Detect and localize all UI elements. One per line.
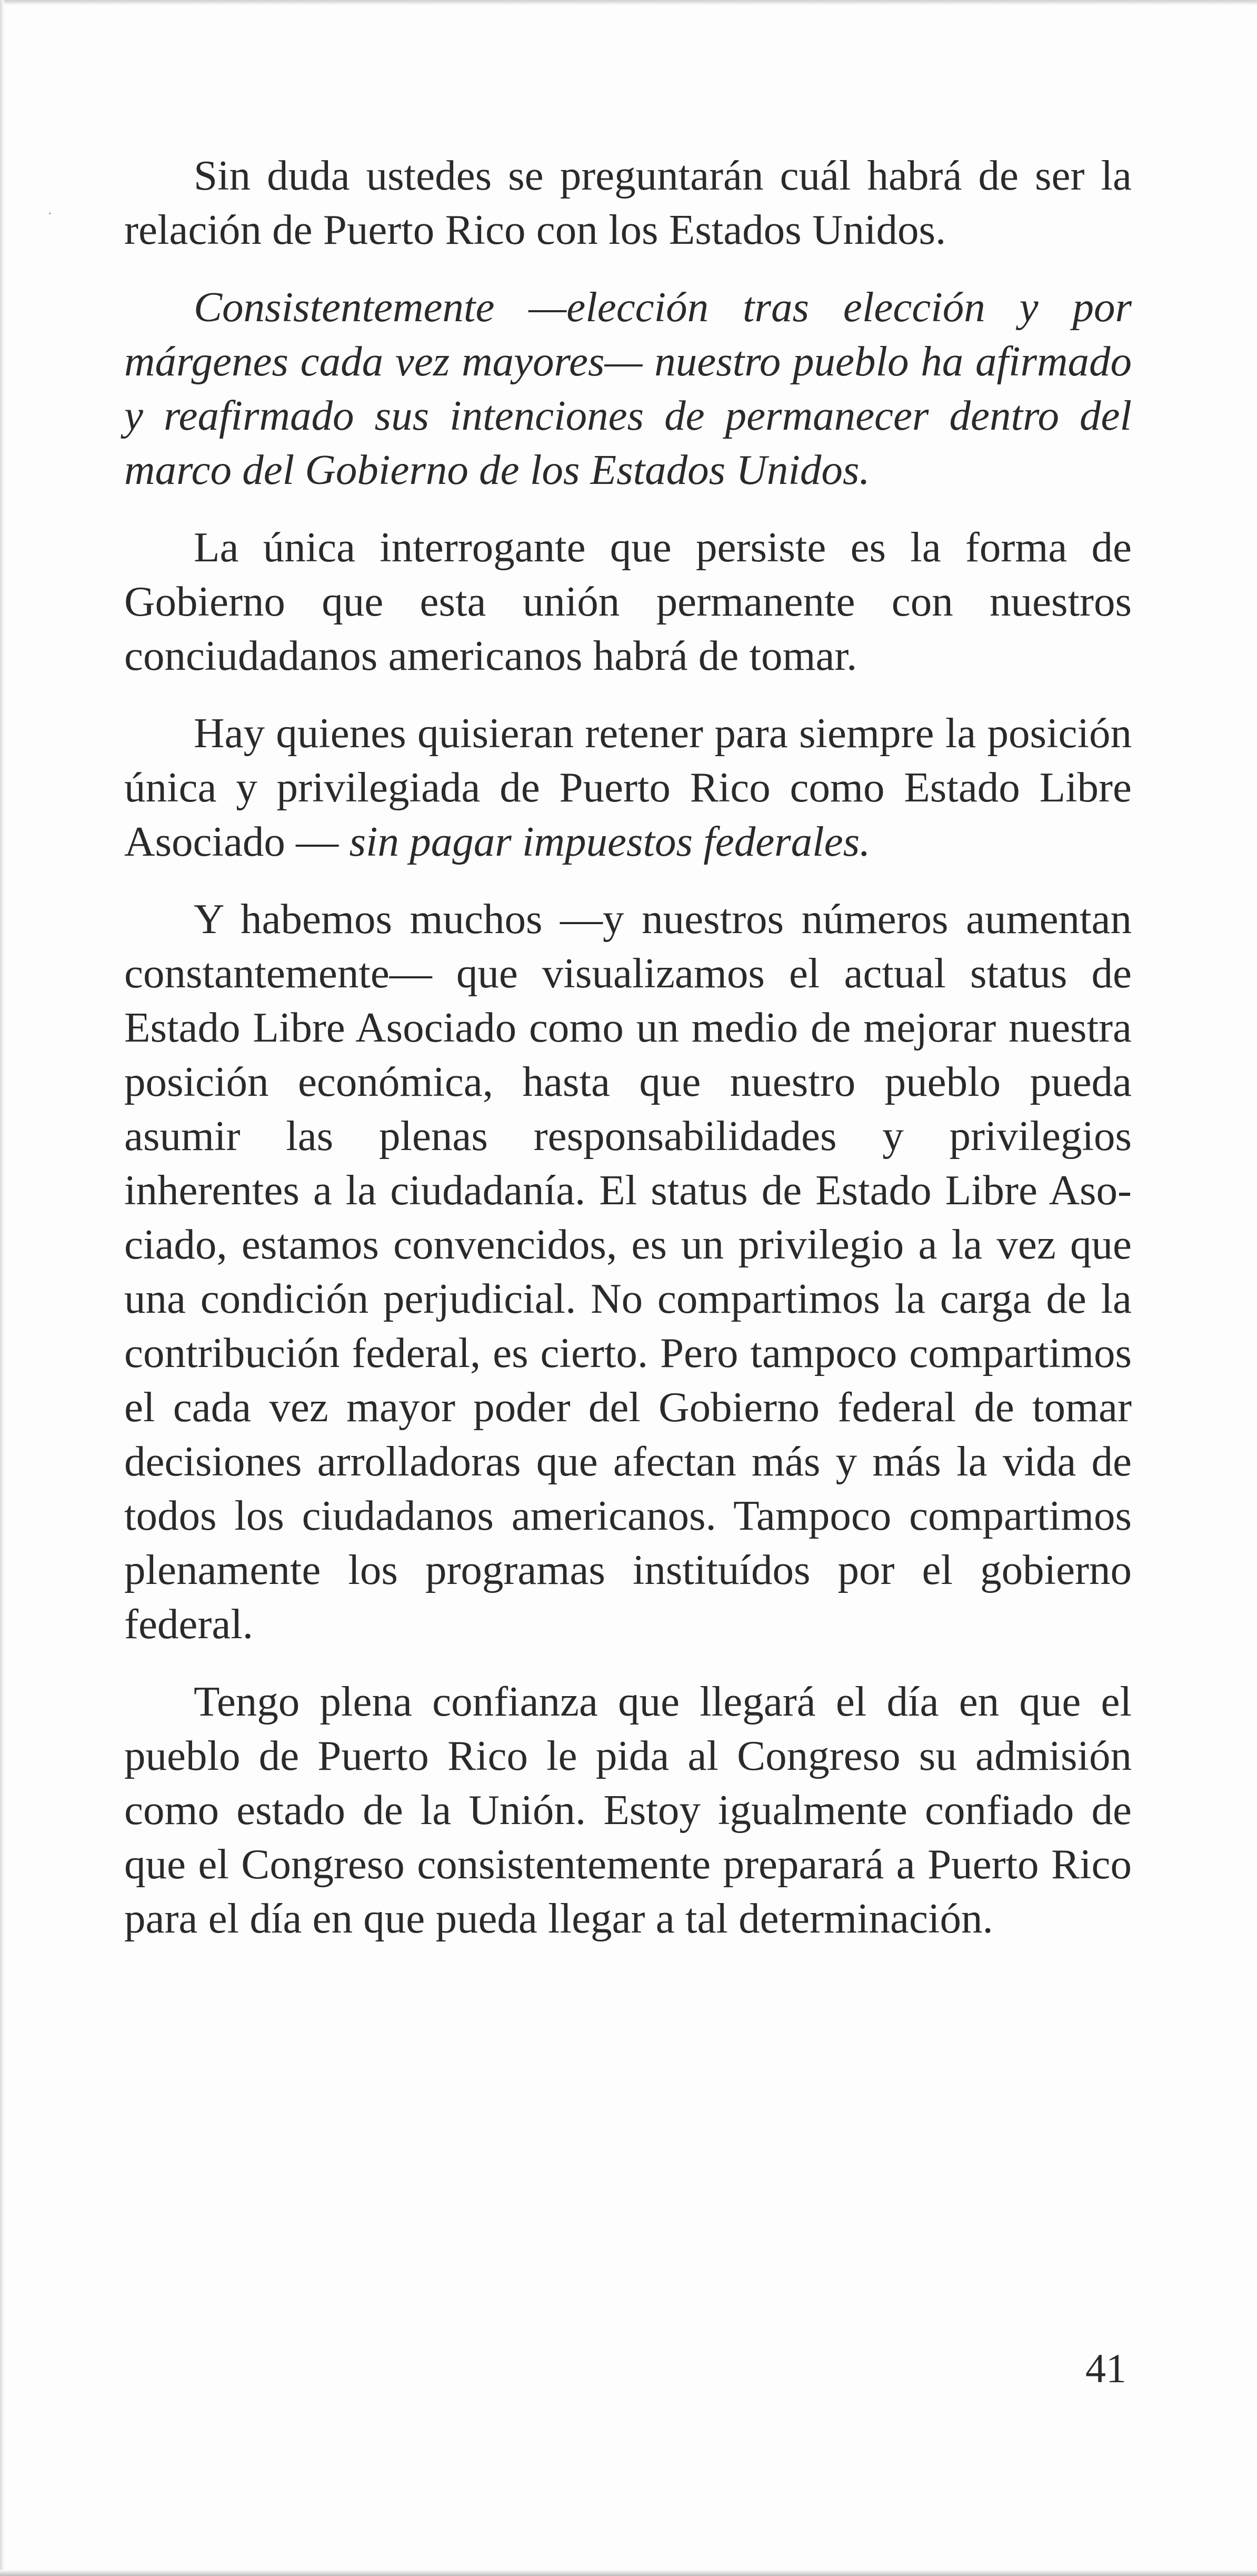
paragraph-4	[124, 706, 1132, 869]
paragraph-6: Tengo plena confianza que llegará el día en que el pueblo de Puerto Rico le pida al Congreso su admisión como estado de la Unión. Estoy igualmente confiado de que el Congreso consistentemente preparará a Puerto Rico para el día en que pueda llegar a tal determinación.	[124, 1678, 1132, 1942]
page-top-edge	[0, 0, 1257, 5]
page-left-edge	[0, 0, 4, 2576]
paragraph-4-italic: sin pagar impuestos federales.	[349, 818, 871, 865]
margin-mark: ·	[47, 206, 53, 222]
paragraph-2: Consistentemente —elección tras elección y por márgenes cada vez mayores— nuestro pueblo ha afirmado y reafirmado sus intenciones de permanecer dentro del marco del Gobierno de los Estados Unidos.	[124, 283, 1132, 493]
paragraph-4-roman: Hay quienes quisieran retener para siempre la posición única y privilegiada de Puerto Rico como Estado Libre Asociado —	[124, 709, 1132, 865]
page-bottom-edge	[0, 2570, 1257, 2576]
page-number: 41	[1085, 2345, 1126, 2391]
paragraph-3: La única interrogante que persiste es la forma de Gobierno que esta unión permanente con nuestros conciudadanos americanos habrá de tomar.	[124, 523, 1132, 679]
paragraph-5: Y habemos muchos —y nuestros números aumentan constantemente— que visualizamos el actual status de Estado Libre Asociado como un medio de mejorar nuestra posición económica, hasta que nuestro pueblo pueda asumir las plenas responsabilidades y privilegios inherentes a la ciudadanía. El status de Estado Libre Asociado, estamos convencidos, es un privilegio a la vez que una condición perjudicial. No compartimos la carga de la contribución federal, es cierto. Pero tampoco compartimos el cada vez mayor poder del Gobierno federal de tomar decisiones arrolladoras que afectan más y más la vida de todos los ciudadanos americanos. Tampoco compartimos plenamente los programas instituídos por el gobierno federal.	[124, 895, 1132, 1648]
paragraph-1: Sin duda ustedes se preguntarán cuál habrá de ser la relación de Puerto Rico con los Estados Unidos.	[124, 152, 1132, 253]
body-text	[124, 148, 1132, 1969]
